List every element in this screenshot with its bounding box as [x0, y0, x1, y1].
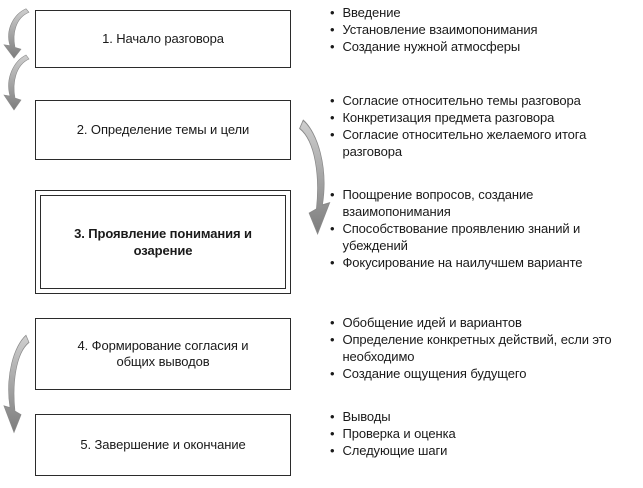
bullet-icon: •: [330, 443, 335, 458]
list-item: [330, 92, 632, 109]
list-item: [330, 314, 632, 331]
stage-bullets-2: [330, 92, 632, 160]
stage-box-4: [35, 318, 291, 390]
bullet-icon: •: [330, 39, 335, 54]
list-item: [330, 4, 632, 21]
curved-arrow-icon: [296, 114, 335, 238]
stage-label: 2. Определение темы и цели: [76, 122, 250, 137]
bullet-icon: •: [330, 315, 335, 330]
curved-arrow-icon: [2, 330, 32, 436]
list-item: [330, 331, 632, 365]
bullet-text: Следующие шаги: [342, 443, 448, 458]
bullet-text: Поощрение вопросов, создание взаимопонимания: [342, 187, 534, 219]
bullet-text: Создание ощущения будущего: [342, 366, 527, 381]
bullet-icon: •: [330, 127, 335, 142]
bullet-icon: •: [330, 93, 335, 108]
bullet-icon: •: [330, 110, 335, 125]
list-item: [330, 109, 632, 126]
list-item: [330, 126, 632, 160]
list-item: [330, 186, 632, 220]
stage-label: 1. Начало разговора: [102, 31, 224, 46]
list-item: [330, 220, 632, 254]
list-item: [330, 365, 632, 382]
bullet-icon: •: [330, 426, 335, 441]
bullet-icon: •: [330, 366, 335, 381]
list-item: [330, 408, 632, 425]
list-item: [330, 425, 632, 442]
bullet-text: Обобщение идей и вариантов: [342, 315, 522, 330]
stage-box-3: [35, 190, 291, 294]
bullet-text: Установление взаимопонимания: [342, 22, 538, 37]
bullet-text: Создание нужной атмосферы: [342, 39, 521, 54]
bullet-text: Определение конкретных действий, если это необходимо: [342, 332, 612, 364]
stage-box-5: [35, 414, 291, 476]
bullet-icon: •: [330, 409, 335, 424]
stage-bullets-5: [330, 408, 632, 459]
curved-arrow-icon: [2, 52, 32, 112]
list-item: [330, 442, 632, 459]
bullet-icon: •: [330, 332, 335, 347]
bullet-text: Фокусирование на наилучшем варианте: [342, 255, 583, 270]
list-item: [330, 254, 632, 271]
list-item: [330, 21, 632, 38]
bullet-text: Введение: [342, 5, 401, 20]
bullet-text: Согласие относительно желаемого итога разговора: [342, 127, 587, 159]
list-item: [330, 38, 632, 55]
stage-box-2: [35, 100, 291, 160]
stage-bullets-4: [330, 314, 632, 382]
bullet-icon: •: [330, 187, 335, 202]
bullet-text: Способствование проявлению знаний и убеждений: [342, 221, 581, 253]
stage-label: 5. Завершение и окончание: [80, 437, 246, 452]
stage-label: 3. Проявление понимания и озарение: [74, 226, 252, 258]
bullet-icon: •: [330, 255, 335, 270]
bullet-icon: •: [330, 22, 335, 37]
bullet-text: Конкретизация предмета разговора: [342, 110, 555, 125]
stage-bullets-1: [330, 4, 632, 55]
bullet-text: Выводы: [342, 409, 391, 424]
bullet-text: Согласие относительно темы разговора: [342, 93, 581, 108]
bullet-text: Проверка и оценка: [342, 426, 456, 441]
stage-bullets-3: [330, 186, 632, 271]
bullet-icon: •: [330, 221, 335, 236]
stage-box-3-inner-frame: [40, 195, 286, 289]
stage-box-1: [35, 10, 291, 68]
bullet-icon: •: [330, 5, 335, 20]
stage-label: 4. Формирование согласия и общих выводов: [77, 338, 249, 369]
